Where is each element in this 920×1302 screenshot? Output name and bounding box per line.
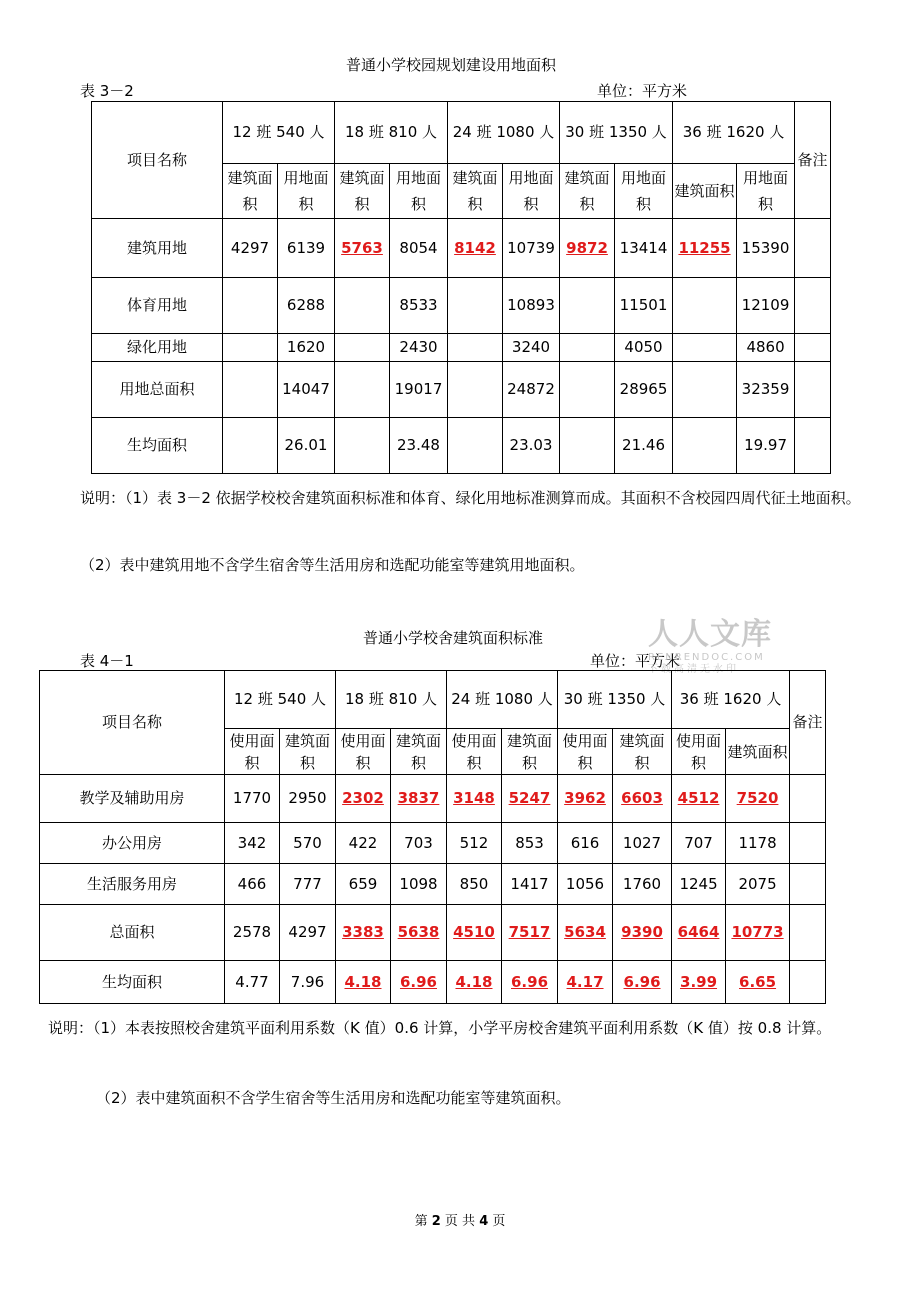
table-cell (503, 418, 560, 474)
group-header: 18 班 810 人 (336, 671, 447, 729)
sub-header: 建筑面积 (335, 164, 390, 219)
row-name: 用地总面积 (92, 362, 223, 418)
table-cell (390, 278, 448, 334)
table-cell (390, 334, 448, 362)
highlighted-value: 4.18 (455, 972, 493, 991)
table-cell (280, 775, 336, 823)
highlighted-value: 9872 (566, 238, 608, 257)
table-cell (502, 775, 558, 823)
row-name: 生活服务用房 (40, 864, 225, 905)
table-row (40, 775, 826, 823)
remark-header: 备注 (790, 671, 826, 775)
cell-value: 512 (459, 833, 489, 852)
highlighted-value: 5247 (508, 789, 551, 807)
table-cell (280, 961, 336, 1004)
table-row (92, 219, 831, 278)
table-row (92, 278, 831, 334)
highlighted-value: 3.99 (680, 972, 718, 991)
table-cell (390, 362, 448, 418)
cell-value: 6139 (286, 238, 326, 257)
table-cell (560, 418, 615, 474)
cell-value: 13414 (619, 238, 668, 257)
table-cell (448, 219, 503, 278)
remark-cell (790, 775, 826, 823)
table-cell (390, 219, 448, 278)
table-cell (558, 961, 613, 1004)
table-cell (726, 905, 790, 961)
remark-cell (795, 362, 831, 418)
table-cell (280, 823, 336, 864)
cell-value: 10893 (507, 296, 555, 314)
sub-header: 使用面积 (447, 729, 502, 775)
cell-value: 466 (237, 874, 267, 893)
table-cell (737, 219, 795, 278)
table-row (40, 905, 826, 961)
highlighted-value: 4510 (453, 923, 495, 941)
highlighted-value: 2302 (342, 789, 384, 807)
table-cell (672, 864, 726, 905)
group-header: 30 班 1350 人 (560, 102, 673, 164)
cell-value: 4297 (230, 238, 270, 257)
table2-note2: （2）表中建筑面积不含学生宿舍等生活用房和选配功能室等建筑面积。 (96, 1089, 571, 1107)
table-cell (336, 905, 391, 961)
item-name-header: 项目名称 (40, 671, 225, 775)
table-cell (391, 864, 447, 905)
table-cell (737, 362, 795, 418)
highlighted-value: 11255 (678, 238, 731, 257)
cell-value: 659 (348, 874, 378, 893)
highlighted-value: 7517 (508, 923, 551, 941)
table-cell (448, 334, 503, 362)
cell-value: 2578 (232, 923, 272, 941)
table-row (40, 961, 826, 1004)
cell-value: 1417 (510, 874, 549, 893)
cell-value: 2950 (288, 789, 327, 807)
table-row (92, 418, 831, 474)
table-cell (391, 905, 447, 961)
table-row (92, 334, 831, 362)
table2-note1: 说明：（1）本表按照校舍建筑平面利用系数（K 值）0.6 计算，小学平房校舍建筑平面利用系数（K 值）按 0.8 计算。 (48, 1019, 832, 1037)
table-cell (503, 278, 560, 334)
table-row (92, 362, 831, 418)
remark-cell (795, 219, 831, 278)
table-cell (223, 219, 278, 278)
sub-header: 建筑面积 (673, 164, 737, 219)
sub-header: 使用面积 (672, 729, 726, 775)
table-cell (613, 961, 672, 1004)
row-name: 教学及辅助用房 (40, 775, 225, 823)
row-name: 生均面积 (40, 961, 225, 1004)
group-header: 36 班 1620 人 (673, 102, 795, 164)
table-cell (335, 278, 390, 334)
cell-value: 21.46 (622, 436, 665, 454)
table-cell (503, 362, 560, 418)
table-cell (447, 961, 502, 1004)
remark-header: 备注 (795, 102, 831, 219)
table-cell (278, 278, 335, 334)
cell-value: 8533 (399, 296, 438, 314)
highlighted-value: 5638 (397, 923, 440, 941)
table-cell (560, 334, 615, 362)
cell-value: 23.48 (397, 436, 440, 454)
table-cell (613, 775, 672, 823)
group-header: 24 班 1080 人 (447, 671, 558, 729)
table-cell (615, 362, 673, 418)
cell-value: 422 (348, 833, 378, 852)
footer-pre: 第 (414, 1214, 428, 1229)
table-cell (726, 823, 790, 864)
watermark-slogan: 下载高清无水印 (648, 664, 739, 675)
cell-value: 28965 (619, 380, 668, 398)
table2-title: 普通小学校舍建筑面积标准 (363, 629, 544, 647)
table-cell (278, 219, 335, 278)
table-cell (737, 278, 795, 334)
highlighted-value: 8142 (454, 238, 496, 257)
table-cell (448, 362, 503, 418)
table-cell (335, 362, 390, 418)
cell-value: 4050 (624, 338, 663, 356)
table-cell (336, 823, 391, 864)
table-cell (615, 278, 673, 334)
highlighted-value: 4512 (677, 789, 720, 807)
table-cell (502, 823, 558, 864)
table-cell (336, 864, 391, 905)
table1-label: 表 3－2 (80, 82, 134, 100)
group-header: 24 班 1080 人 (448, 102, 560, 164)
cell-value: 1098 (399, 874, 438, 893)
cell-value: 4860 (746, 338, 785, 356)
table-cell (448, 278, 503, 334)
table-cell (560, 362, 615, 418)
table-cell (335, 334, 390, 362)
table1-note2: （2）表中建筑用地不含学生宿舍等生活用房和选配功能室等建筑用地面积。 (80, 556, 585, 574)
table-cell (673, 219, 737, 278)
cell-value: 570 (293, 833, 322, 852)
table-cell (613, 823, 672, 864)
sub-header: 用地面积 (390, 164, 448, 219)
cell-value: 7.96 (290, 972, 325, 991)
watermark-logo (648, 618, 776, 676)
table-cell (673, 418, 737, 474)
table-cell (503, 219, 560, 278)
table1-title: 普通小学校园规划建设用地面积 (346, 56, 557, 74)
highlighted-value: 4.18 (344, 972, 382, 991)
cell-value: 616 (570, 833, 600, 852)
table-cell (558, 864, 613, 905)
footer-mid: 页 共 (444, 1214, 476, 1229)
table-cell (615, 418, 673, 474)
table-cell (615, 219, 673, 278)
table-cell (726, 961, 790, 1004)
group-header: 36 班 1620 人 (672, 671, 790, 729)
cell-value: 32359 (741, 380, 790, 398)
table-cell (225, 905, 280, 961)
table-cell (278, 418, 335, 474)
table-cell (560, 219, 615, 278)
cell-value: 850 (459, 874, 489, 893)
table-cell (336, 775, 391, 823)
cell-value: 11501 (619, 296, 668, 314)
table-cell (502, 864, 558, 905)
cell-value: 1770 (232, 789, 272, 807)
table-cell (278, 362, 335, 418)
cell-value: 26.01 (284, 436, 328, 454)
table-cell (503, 334, 560, 362)
cell-value: 4.77 (235, 972, 269, 991)
highlighted-value: 7520 (736, 789, 779, 807)
cell-value: 2075 (738, 874, 777, 893)
table-cell (335, 418, 390, 474)
table2-label: 表 4－1 (80, 652, 134, 670)
table-row (40, 823, 826, 864)
table-cell (558, 905, 613, 961)
table-cell (672, 775, 726, 823)
highlighted-value: 3148 (453, 789, 495, 807)
cell-value: 2430 (399, 338, 438, 356)
table-cell (335, 219, 390, 278)
highlighted-value: 6464 (677, 923, 720, 941)
table-cell (615, 334, 673, 362)
table-cell (502, 961, 558, 1004)
table-cell (672, 905, 726, 961)
table-cell (447, 775, 502, 823)
table1-note1: 说明：（1）表 3－2 依据学校校舍建筑面积标准和体育、绿化用地标准测算而成。其面积不含校园四周代征土地面积。 (80, 489, 861, 507)
table2-building-area (39, 670, 826, 1004)
item-name-header: 项目名称 (92, 102, 223, 219)
sub-header: 建筑面积 (391, 729, 447, 775)
highlighted-value: 5634 (564, 923, 606, 941)
cell-value: 1027 (622, 833, 662, 852)
cell-value: 12109 (741, 296, 790, 314)
sub-header: 使用面积 (336, 729, 391, 775)
table2-unit: 单位：平方米 (590, 652, 681, 670)
table-cell (225, 864, 280, 905)
cell-value: 10739 (507, 238, 555, 257)
watermark-url: RENRENDOC.COM (648, 652, 765, 663)
row-name: 生均面积 (92, 418, 223, 474)
cell-value: 4297 (288, 923, 327, 941)
sub-header: 用地面积 (278, 164, 335, 219)
row-name: 体育用地 (92, 278, 223, 334)
table-cell (225, 823, 280, 864)
table-cell (391, 823, 447, 864)
table-cell (225, 961, 280, 1004)
table-cell (390, 418, 448, 474)
table-cell (726, 864, 790, 905)
sub-header: 用地面积 (737, 164, 795, 219)
page-footer (0, 1210, 920, 1229)
cell-value: 19.97 (744, 436, 788, 454)
highlighted-value: 6.65 (739, 972, 777, 991)
table-cell (672, 961, 726, 1004)
cell-value: 1056 (565, 874, 605, 893)
table-cell (223, 334, 278, 362)
footer-total: 4 (479, 1214, 489, 1229)
table1-unit: 单位：平方米 (597, 82, 688, 100)
sub-header: 建筑面积 (502, 729, 558, 775)
footer-page: 2 (431, 1214, 441, 1229)
highlighted-value: 6.96 (511, 972, 549, 991)
highlighted-value: 5763 (341, 238, 383, 257)
table-cell (448, 418, 503, 474)
group-header: 18 班 810 人 (335, 102, 448, 164)
sub-header: 建筑面积 (280, 729, 336, 775)
watermark-brand: 人人文库 (648, 617, 772, 652)
table-cell (223, 362, 278, 418)
sub-header: 建筑面积 (613, 729, 672, 775)
table-cell (672, 823, 726, 864)
remark-cell (790, 864, 826, 905)
table-cell (502, 905, 558, 961)
cell-value: 1760 (622, 874, 662, 893)
table-cell (447, 823, 502, 864)
highlighted-value: 6.96 (399, 972, 437, 991)
sub-header: 建筑面积 (448, 164, 503, 219)
table-cell (613, 864, 672, 905)
row-name: 建筑用地 (92, 219, 223, 278)
table-cell (278, 334, 335, 362)
cell-value: 3240 (511, 338, 551, 356)
cell-value: 6288 (286, 296, 326, 314)
table-cell (391, 961, 447, 1004)
remark-cell (790, 823, 826, 864)
cell-value: 1178 (738, 833, 777, 852)
table-cell (558, 823, 613, 864)
sub-header: 建筑面积 (726, 729, 790, 775)
cell-value: 1245 (679, 874, 718, 893)
table-cell (280, 905, 336, 961)
table-cell (280, 864, 336, 905)
table-cell (223, 278, 278, 334)
footer-post: 页 (492, 1214, 506, 1229)
sub-header: 使用面积 (225, 729, 280, 775)
highlighted-value: 3837 (397, 789, 440, 807)
row-name: 绿化用地 (92, 334, 223, 362)
cell-value: 24872 (507, 380, 555, 398)
cell-value: 23.03 (509, 436, 553, 454)
highlighted-value: 4.17 (566, 972, 604, 991)
table-cell (391, 775, 447, 823)
cell-value: 342 (237, 833, 267, 852)
table-cell (673, 278, 737, 334)
highlighted-value: 3962 (564, 789, 606, 807)
table-cell (336, 961, 391, 1004)
cell-value: 853 (515, 833, 544, 852)
table-cell (225, 775, 280, 823)
group-header: 30 班 1350 人 (558, 671, 672, 729)
highlighted-value: 10773 (731, 923, 784, 941)
remark-cell (790, 905, 826, 961)
table-cell (447, 905, 502, 961)
table-cell (673, 362, 737, 418)
cell-value: 1620 (286, 338, 326, 356)
highlighted-value: 6.96 (623, 972, 661, 991)
cell-value: 19017 (394, 380, 443, 398)
table-cell (737, 418, 795, 474)
cell-value: 777 (293, 874, 322, 893)
row-name: 办公用房 (40, 823, 225, 864)
remark-cell (790, 961, 826, 1004)
cell-value: 707 (684, 833, 713, 852)
remark-cell (795, 278, 831, 334)
table-cell (223, 418, 278, 474)
highlighted-value: 9390 (621, 923, 663, 941)
table-cell (726, 775, 790, 823)
sub-header: 建筑面积 (223, 164, 278, 219)
cell-value: 8054 (399, 238, 438, 257)
table-cell (447, 864, 502, 905)
table1-land-area (91, 101, 831, 474)
highlighted-value: 3383 (342, 923, 384, 941)
sub-header: 使用面积 (558, 729, 613, 775)
table-cell (613, 905, 672, 961)
remark-cell (795, 334, 831, 362)
sub-header: 用地面积 (503, 164, 560, 219)
table-cell (673, 334, 737, 362)
row-name: 总面积 (40, 905, 225, 961)
highlighted-value: 6603 (621, 789, 663, 807)
group-header: 12 班 540 人 (223, 102, 335, 164)
cell-value: 15390 (741, 238, 790, 257)
sub-header: 用地面积 (615, 164, 673, 219)
table-cell (737, 334, 795, 362)
remark-cell (795, 418, 831, 474)
table-cell (558, 775, 613, 823)
cell-value: 14047 (282, 380, 330, 398)
sub-header: 建筑面积 (560, 164, 615, 219)
cell-value: 703 (404, 833, 433, 852)
table-cell (560, 278, 615, 334)
group-header: 12 班 540 人 (225, 671, 336, 729)
table-row (40, 864, 826, 905)
